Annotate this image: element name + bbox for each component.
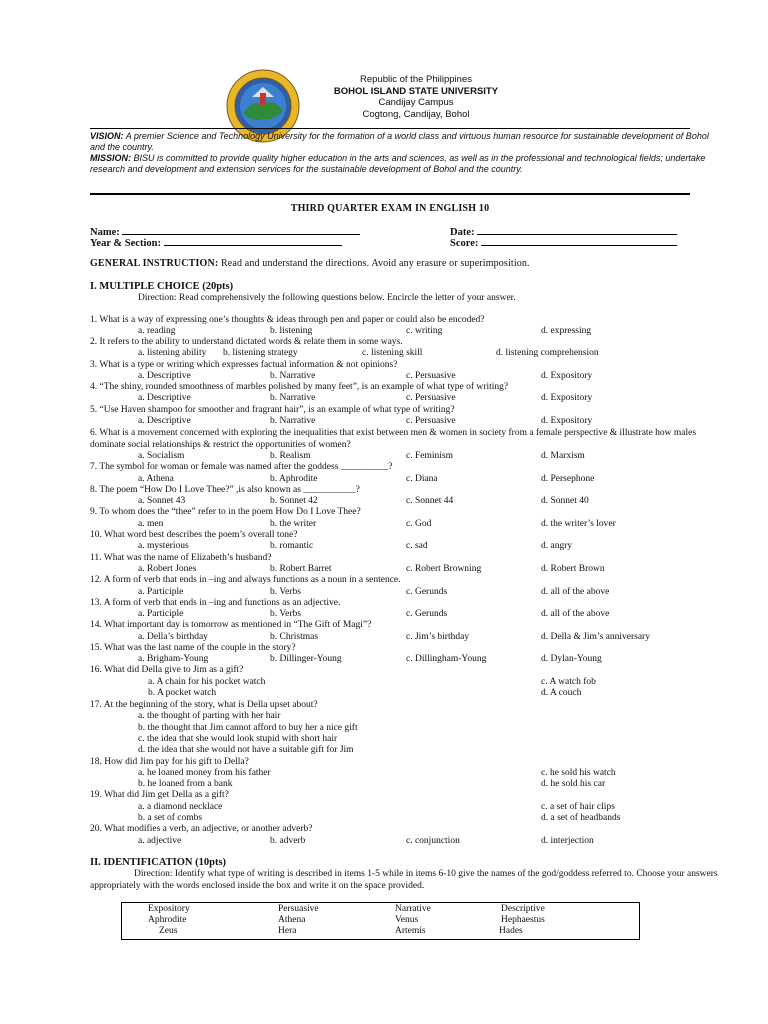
option-6d[interactable]: d. Marxism [541,451,585,461]
option-10c[interactable]: c. sad [406,541,428,551]
option-18b[interactable]: b. he loaned from a bank [138,779,233,789]
option-20a[interactable]: a. adjective [138,836,182,846]
word-box [121,902,640,940]
option-2a[interactable]: a. listening ability [138,348,207,358]
word-box-item: Aphrodite [148,915,187,925]
option-19a[interactable]: a. a diamond necklace [138,802,223,812]
date-label: Date: [450,227,475,238]
word-box-item: Artemis [395,926,426,936]
question-20: 20. What modifies a verb, an adjective, or another adverb? [90,824,313,834]
option-10a[interactable]: a. mysterious [138,541,189,551]
campus-name: Candijay Campus [378,97,454,108]
vision-text: A premier Science and Technology University for the formation of a world class and virtuous human resource for sustainable development of Bohol and the country. [90,131,709,152]
score-blank[interactable] [481,236,677,246]
divider-bottom [90,193,690,195]
option-2b[interactable]: b. listening strategy [223,348,298,358]
question-6: 6. What is a movement concerned with exploring the inequalities that exist between men & women in society from a female perspective & illustrate how males dominate social relationships & restrict the opportunities of women? [90,428,697,450]
option-15b[interactable]: b. Dillinger-Young [270,654,342,664]
option-3d[interactable]: d. Expository [541,371,593,381]
option-1a[interactable]: a. reading [138,326,176,336]
vision-label: VISION: [90,131,124,141]
option-1b[interactable]: b. listening [270,326,313,336]
option-12a[interactable]: a. Participle [138,587,184,597]
option-5b[interactable]: b. Narrative [270,416,316,426]
date-blank[interactable] [477,225,677,235]
option-10d[interactable]: d. angry [541,541,573,551]
divider-top [90,128,690,129]
year-section-field[interactable] [90,236,342,249]
option-9c[interactable]: c. God [406,519,432,529]
option-9a[interactable]: a. men [138,519,164,529]
name-label: Name: [90,227,120,238]
question-5: 5. “Use Haven shampoo for smoother and fragrant hair”, is an example of what type of writing? [90,405,455,415]
option-14a[interactable]: a. Della’s birthday [138,632,208,642]
question-12: 12. A form of verb that ends in –ing and always functions as a noun in a sentence. [90,575,401,585]
option-10b[interactable]: b. romantic [270,541,314,551]
word-box-item: Expository [148,904,190,914]
option-4b[interactable]: b. Narrative [270,393,316,403]
option-3b[interactable]: b. Narrative [270,371,316,381]
option-13d[interactable]: d. all of the above [541,609,610,619]
part1-heading: I. MULTIPLE CHOICE (20pts) [90,281,234,292]
question-10: 10. What word best describes the poem’s overall tone? [90,530,298,540]
option-17d[interactable]: d. the idea that she would not have a suitable gift for Jim [138,745,354,755]
option-4a[interactable]: a. Descriptive [138,393,191,403]
question-8: 8. The poem “How Do I Love Thee?” ,is also known as ___________? [90,485,360,495]
question-18: 18. How did Jim pay for his gift to Della? [90,757,249,767]
option-8a[interactable]: a. Sonnet 43 [138,496,186,506]
option-5c[interactable]: c. Persuasive [406,416,456,426]
option-20b[interactable]: b. adverb [270,836,306,846]
word-box-item: Venus [395,915,419,925]
option-11c[interactable]: c. Robert Browning [406,564,482,574]
option-11d[interactable]: d. Robert Brown [541,564,605,574]
option-9d[interactable]: d. the writer’s lover [541,519,616,529]
part1-direction: Direction: Read comprehensively the following questions below. Encircle the letter of your answer. [138,293,516,303]
part2-direction: Direction: Identify what type of writing is described in items 1-5 while in items 6-10 give the names of the god/goddess referred to. Choose your answers appropriately with the words enclosed inside the box and write it on the space provided. [90,869,718,891]
option-6b[interactable]: b. Realism [270,451,311,461]
option-7b[interactable]: b. Aphrodite [270,474,318,484]
option-15c[interactable]: c. Dillingham-Young [406,654,487,664]
option-3c[interactable]: c. Persuasive [406,371,456,381]
general-instruction [90,258,530,269]
name-blank[interactable] [122,225,360,235]
option-7d[interactable]: d. Persephone [541,474,595,484]
option-9b[interactable]: b. the writer [270,519,317,529]
question-17: 17. At the beginning of the story, what is Della upset about? [90,700,318,710]
option-14d[interactable]: d. Della & Jim’s anniversary [541,632,650,642]
option-18a[interactable]: a. he loaned money from his father [138,768,271,778]
option-19c[interactable]: c. a set of hair clips [541,802,615,812]
option-18d[interactable]: d. he sold his car [541,779,606,789]
option-6a[interactable]: a. Socialism [138,451,185,461]
option-8b[interactable]: b. Sonnet 42 [270,496,318,506]
word-box-item: Descriptive [501,904,545,914]
option-20c[interactable]: c. conjunction [406,836,460,846]
option-7c[interactable]: c. Diana [406,474,438,484]
option-7a[interactable]: a. Athena [138,474,174,484]
option-4d[interactable]: d. Expository [541,393,593,403]
general-instruction-text: Read and understand the directions. Avoid any erasure or superimposition. [218,258,530,269]
option-4c[interactable]: c. Persuasive [406,393,456,403]
option-15a[interactable]: a. Brigham-Young [138,654,209,664]
score-label: Score: [450,238,479,249]
option-19b[interactable]: b. a set of combs [138,813,203,823]
question-13: 13. A form of verb that ends in –ing and functions as an adjective. [90,598,341,608]
option-1c[interactable]: c. writing [406,326,443,336]
option-12b[interactable]: b. Verbs [270,587,301,597]
question-3: 3. What is a type or writing which expresses factual information & not opinions? [90,360,398,370]
option-16d[interactable]: d. A couch [541,688,582,698]
question-15: 15. What was the last name of the couple in the story? [90,643,296,653]
word-box-item: Hephaestus [501,915,545,925]
word-box-item: Hera [278,926,297,936]
word-box-item: Hades [499,926,523,936]
option-12c[interactable]: c. Gerunds [406,587,448,597]
option-5d[interactable]: d. Expository [541,416,593,426]
score-field[interactable] [450,236,677,249]
option-12d[interactable]: d. all of the above [541,587,610,597]
option-11a[interactable]: a. Robert Jones [138,564,197,574]
campus-address: Cogtong, Candijay, Bohol [362,108,470,120]
header-line-1: Republic of the Philippines [360,74,472,85]
option-11b[interactable]: b. Robert Barret [270,564,332,574]
question-7: 7. The symbol for woman or female was named after the goddess __________? [90,462,393,472]
general-instruction-label: GENERAL INSTRUCTION: [90,258,219,269]
option-13c[interactable]: c. Gerunds [406,609,448,619]
institution-header [300,74,532,120]
mission-label: MISSION: [90,153,132,163]
vision-mission [90,131,722,175]
year-section-label: Year & Section: [90,238,161,249]
exam-title: THIRD QUARTER EXAM IN ENGLISH 10 [290,203,490,214]
option-2c[interactable]: c. listening skill [362,348,423,358]
question-4: 4. “The shiny, rounded smoothness of marbles polished by many feet”, is an example of what type of writing? [90,382,509,392]
word-box-item: Narrative [395,904,431,914]
option-6c[interactable]: c. Feminism [406,451,453,461]
option-20d[interactable]: d. interjection [541,836,594,846]
mission-text: BISU is committed to provide quality higher education in the arts and sciences, as well as in the professional and technological fields; undertake research and development and extension services for the sustainable development of Bohol and the country. [90,153,706,174]
option-17b[interactable]: b. the thought that Jim cannot afford to buy her a nice gift [138,723,358,733]
vision [90,131,722,153]
question-14: 14. What important day is tomorrow as mentioned in “The Gift of Magi”? [90,620,372,630]
option-8d[interactable]: d. Sonnet 40 [541,496,589,506]
option-18c[interactable]: c. he sold his watch [541,768,616,778]
option-8c[interactable]: c. Sonnet 44 [406,496,454,506]
option-15d[interactable]: d. Dylan-Young [541,654,602,664]
word-box-item: Persuasive [278,904,319,914]
option-16a[interactable]: a. A chain for his pocket watch [148,677,266,687]
question-16: 16. What did Della give to Jim as a gift? [90,665,244,675]
option-16b[interactable]: b. A pocket watch [148,688,217,698]
question-2: 2. It refers to the ability to understand dictated words & relate them in some ways. [90,337,403,347]
option-3a[interactable]: a. Descriptive [138,371,191,381]
question-1: 1. What is a way of expressing one’s thoughts & ideas through pen and paper or could also be encoded? [90,315,485,325]
option-1d[interactable]: d. expressing [541,326,592,336]
option-16c[interactable]: c. A watch fob [541,677,596,687]
part2-heading: II. IDENTIFICATION (10pts) [90,857,227,868]
year-section-blank[interactable] [164,236,342,246]
question-9: 9. To whom does the “thee” refer to in the poem How Do I Love Thee? [90,507,361,517]
option-2d[interactable]: d. listening comprehension [496,348,599,358]
option-17a[interactable]: a. the thought of parting with her hair [138,711,281,721]
option-14c[interactable]: c. Jim’s birthday [406,632,470,642]
option-5a[interactable]: a. Descriptive [138,416,191,426]
university-name: BOHOL ISLAND STATE UNIVERSITY [333,85,499,97]
word-box-item: Zeus [159,926,178,936]
option-13b[interactable]: b. Verbs [270,609,301,619]
question-19: 19. What did Jim get Della as a gift? [90,790,229,800]
option-13a[interactable]: a. Participle [138,609,184,619]
mission [90,153,722,175]
option-17c[interactable]: c. the idea that she would look stupid with short hair [138,734,338,744]
option-19d[interactable]: d. a set of headbands [541,813,621,823]
option-14b[interactable]: b. Christmas [270,632,319,642]
question-11: 11. What was the name of Elizabeth’s husband? [90,553,272,563]
word-box-item: Athena [278,915,306,925]
